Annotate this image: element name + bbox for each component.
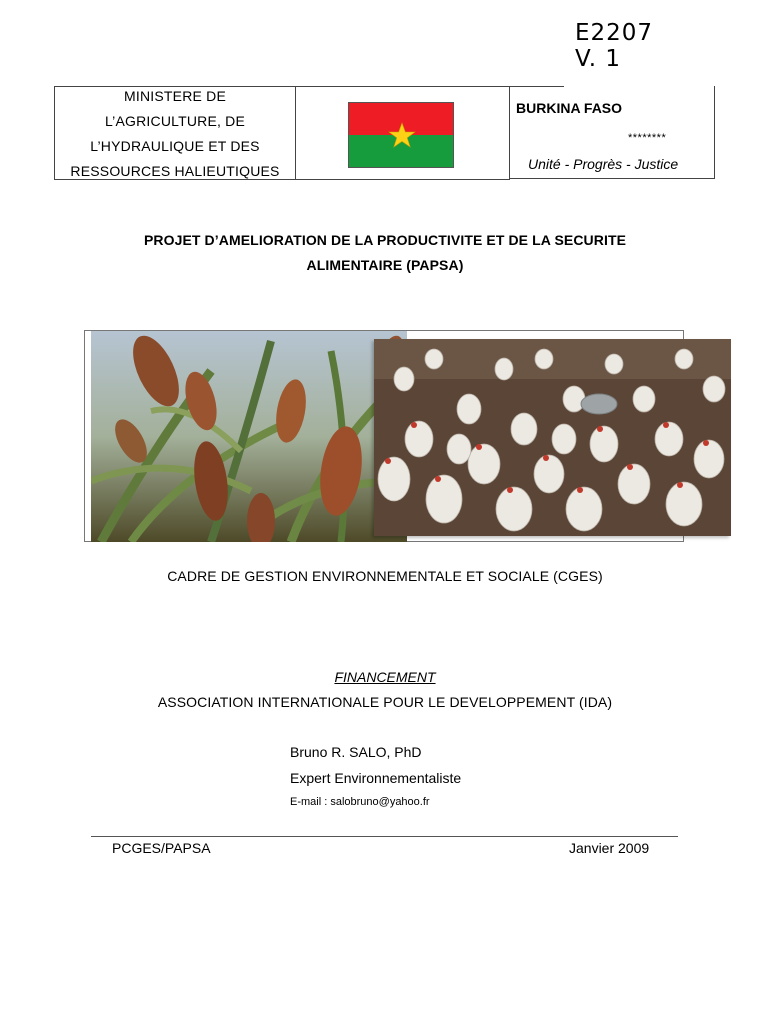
footer-divider bbox=[91, 836, 678, 837]
footer-date: Janvier 2009 bbox=[569, 840, 650, 856]
sorghum-field-photo bbox=[91, 331, 407, 542]
ministry-line-2: L’AGRICULTURE, DE bbox=[104, 113, 246, 129]
financing-organization: ASSOCIATION INTERNATIONALE POUR LE DEVELOPPEMENT (IDA) bbox=[157, 694, 613, 710]
author-email: E-mail : salobruno@yahoo.fr bbox=[290, 796, 430, 808]
project-title bbox=[60, 228, 710, 278]
ministry-cell bbox=[54, 86, 296, 180]
star-icon bbox=[388, 122, 416, 148]
author-name: Bruno R. SALO, PhD bbox=[290, 744, 422, 760]
flag-cell bbox=[295, 86, 510, 180]
document-code-version: V. 1 bbox=[575, 46, 622, 72]
document-code-id: E2207 bbox=[575, 20, 654, 46]
footer-document-ref: PCGES/PAPSA bbox=[112, 840, 211, 856]
header-table bbox=[54, 86, 716, 180]
document-code bbox=[575, 20, 653, 72]
ministry-line-1: MINISTERE DE bbox=[124, 88, 226, 104]
poultry-farm-photo bbox=[374, 339, 731, 536]
country-separator: ******** bbox=[628, 132, 667, 144]
project-title-line-1: PROJET D’AMELIORATION DE LA PRODUCTIVITE ET DE LA SECURITE bbox=[143, 232, 627, 248]
financing-label: FINANCEMENT bbox=[334, 669, 436, 685]
ministry-line-3: L’HYDRAULIQUE ET DES bbox=[90, 138, 260, 154]
poultry-farm-image bbox=[374, 339, 731, 536]
project-title-line-2: ALIMENTAIRE (PAPSA) bbox=[306, 257, 464, 273]
report-title: CADRE DE GESTION ENVIRONNEMENTALE ET SOCIALE (CGES) bbox=[167, 568, 603, 584]
ministry-line-4: RESSOURCES HALIEUTIQUES bbox=[70, 163, 280, 179]
burkina-faso-flag-icon bbox=[348, 102, 454, 168]
country-cell bbox=[510, 86, 715, 179]
sorghum-field-image bbox=[91, 331, 407, 542]
country-motto: Unité - Progrès - Justice bbox=[528, 156, 679, 172]
country-name: BURKINA FASO bbox=[516, 100, 623, 116]
author-role: Expert Environnementaliste bbox=[290, 770, 462, 786]
